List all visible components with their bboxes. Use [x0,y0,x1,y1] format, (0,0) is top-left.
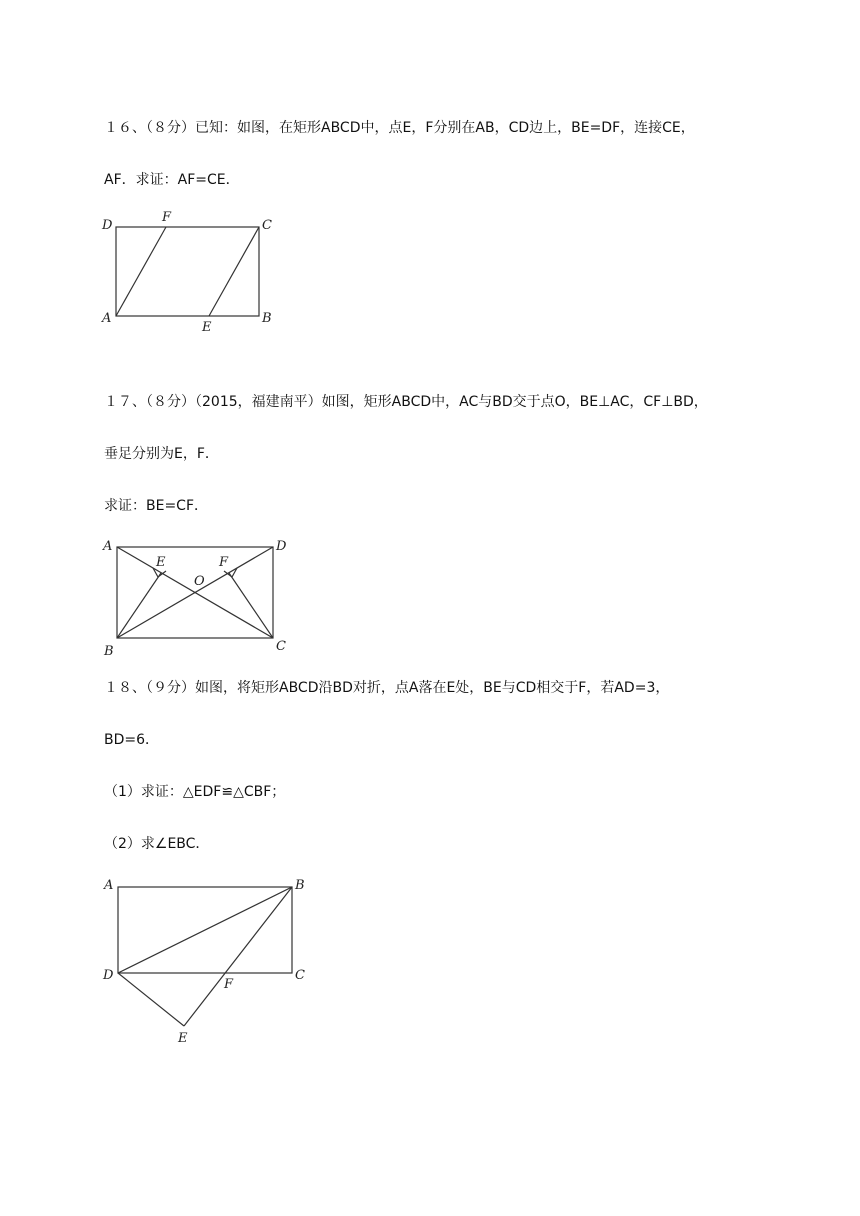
label-a: A [103,539,113,554]
label-a: A [104,878,114,893]
problem-18-statement-line-2: BD=6． [104,732,160,748]
label-c: C [262,218,272,233]
label-e: E [178,1031,188,1046]
problem-17-statement-line-2: 垂足分别为E，F． [104,446,219,462]
label-d: D [103,968,114,983]
problem-17-statement-line-3: 求证：BE=CF． [104,498,209,514]
label-b: B [104,644,114,659]
label-f: F [219,555,229,570]
label-c: C [295,968,305,983]
segment-cf [229,573,273,638]
problem-18-part-2: （2）求∠EBC． [104,836,210,852]
problem-16-statement-line-1: １６、（８分）已知：如图，在矩形ABCD中，点E，F分别在AB，CD边上，BE=DF，连接CE， [104,120,695,136]
problem-18-part-1: （1）求证：△EDF≌△CBF； [104,784,286,800]
label-a: A [102,311,112,326]
label-e: E [202,320,212,335]
rectangle-abcd [116,227,259,316]
problem-16-statement-line-2: AF．求证：AF=CE． [104,172,240,188]
label-e: E [156,555,166,570]
segment-be [117,573,161,638]
diagonal-bd [118,887,292,973]
problem-17-statement-line-1: １７、（８分）（2015，福建南平）如图，矩形ABCD中，AC与BD交于点O，BE⊥AC，CF⊥BD， [104,394,708,410]
label-f: F [162,210,172,225]
label-f: F [224,977,234,992]
label-o: O [194,574,205,589]
label-c: C [276,639,286,654]
segment-be [184,887,292,1026]
segment-de [118,973,184,1026]
segment-af [116,227,166,316]
problem-17-figure [98,535,298,660]
segment-ec [209,227,259,316]
problem-18-figure [98,872,313,1047]
label-d: D [276,539,287,554]
label-b: B [262,311,272,326]
label-b: B [295,878,305,893]
label-d: D [102,218,113,233]
problem-16-figure [98,205,298,335]
problem-18-statement-line-1: １８、（９分）如图，将矩形ABCD沿BD对折，点A落在E处，BE与CD相交于F，若AD=3， [104,680,670,696]
